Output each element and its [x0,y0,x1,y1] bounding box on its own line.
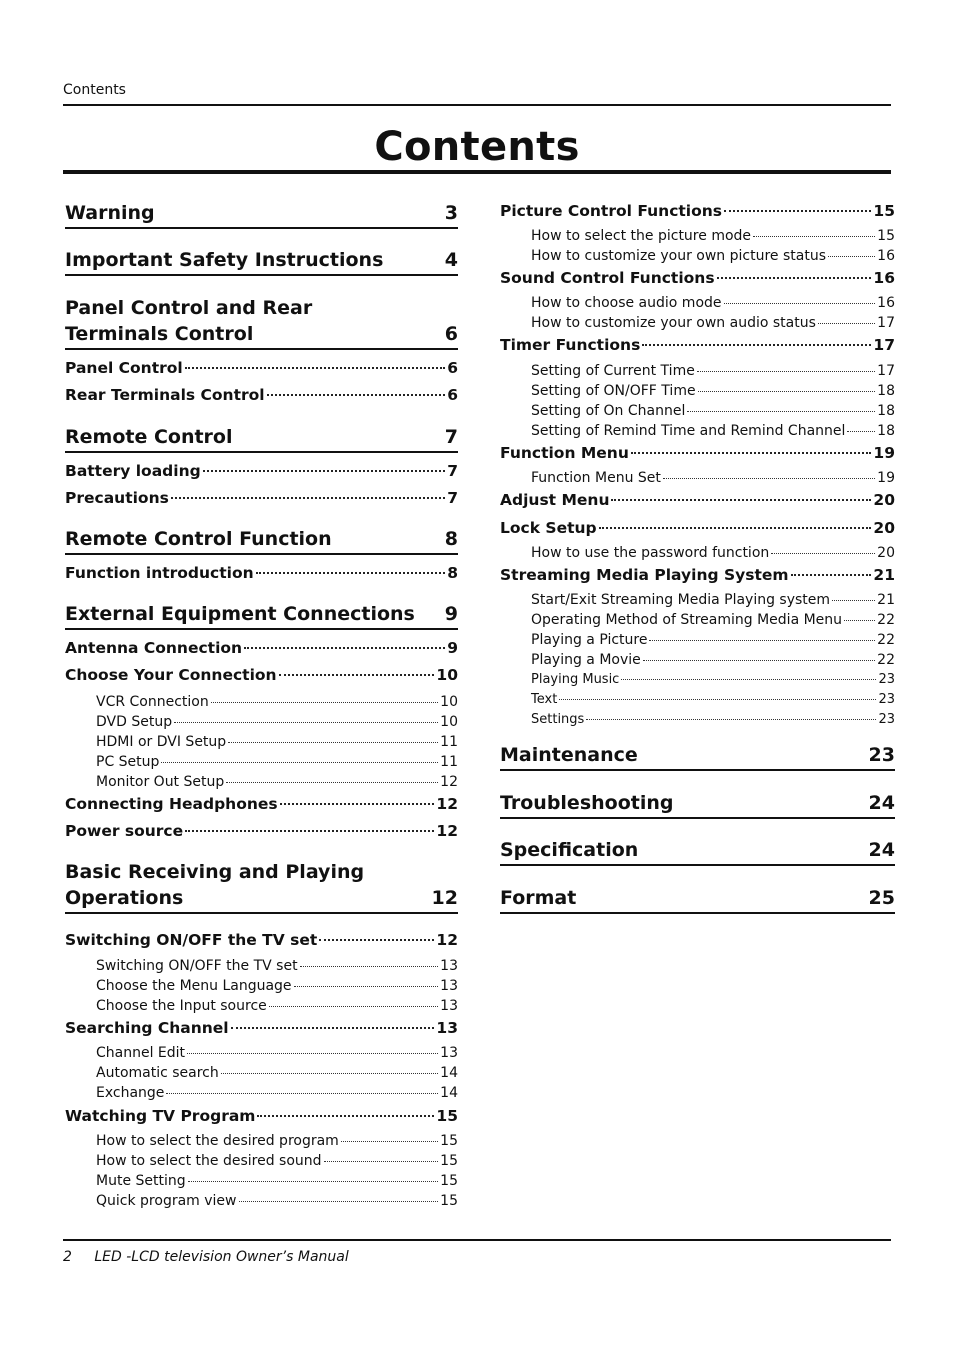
toc-entry[interactable] [500,564,895,586]
toc-subentry[interactable] [531,246,895,266]
entry-label: Watching TV Program [65,1107,256,1125]
toc-subentry[interactable] [531,690,895,710]
dot-leader [753,236,875,237]
dot-leader [649,640,875,641]
subentry-label: How to select the picture mode [531,228,752,244]
subentry-page: 16 [877,295,895,311]
entry-label: Sound Control Functions [500,269,715,287]
subentry-label: Text [531,692,558,707]
toc-subentry[interactable] [96,712,458,732]
dot-leader [621,679,876,680]
dot-leader [185,367,445,369]
subentry-page: 10 [440,694,458,710]
dot-leader [642,344,871,346]
subentry-label: Setting of ON/OFF Time [531,383,696,399]
toc-section[interactable] [65,601,458,630]
dot-leader [239,1201,439,1202]
subentry-label: How to select the desired program [96,1133,339,1149]
dot-leader [791,574,872,576]
subentry-label: Automatic search [96,1065,219,1081]
dot-leader [341,1141,438,1142]
subentry-label: PC Setup [96,754,160,770]
subentry-label: How to customize your own picture status [531,248,826,264]
toc-subentry[interactable] [531,293,895,313]
entry-label: Picture Control Functions [500,202,723,220]
toc-subentry[interactable] [531,630,895,650]
toc-subentry[interactable] [531,313,895,333]
toc-subentry[interactable] [531,421,895,441]
dot-leader [256,572,446,574]
header-rule [63,104,891,106]
toc-subentry[interactable] [531,590,895,610]
section-page: 7 [444,426,458,448]
dot-leader [226,782,438,783]
section-page: 24 [868,792,895,814]
subentry-label: Exchange [96,1085,165,1101]
subentry-page: 23 [878,692,895,707]
section-title: Format [500,887,577,909]
entry-page: 19 [873,444,895,462]
subentry-label: How to choose audio mode [531,295,722,311]
dot-leader [166,1093,438,1094]
section-page: 25 [868,887,895,909]
subentry-label: How to customize your own audio status [531,315,816,331]
dot-leader [269,1006,438,1007]
dot-leader [697,371,875,372]
subentry-page: 23 [878,712,895,727]
dot-leader [221,1073,438,1074]
toc-subentry[interactable] [96,956,458,976]
toc-subentry[interactable] [96,732,458,752]
toc-section[interactable] [65,247,458,276]
toc-section[interactable] [500,837,895,866]
entry-page: 10 [436,666,458,684]
dot-leader [631,452,872,454]
toc-section[interactable] [500,742,895,771]
footer-text: LED -LCD television Owner’s Manual [94,1249,349,1265]
toc-subentry[interactable] [96,692,458,712]
dot-leader [280,803,435,805]
running-head: Contents [63,82,126,98]
subentry-label: VCR Connection [96,694,209,710]
toc-entry[interactable] [65,637,458,659]
subentry-page: 22 [877,652,895,668]
toc-subentry[interactable] [531,710,895,730]
section-title: Troubleshooting [500,792,674,814]
subentry-label: Setting of On Channel [531,403,686,419]
subentry-label: Operating Method of Streaming Media Menu [531,612,843,628]
title-rule [63,170,891,174]
toc-subentry[interactable] [531,468,895,488]
subentry-label: HDMI or DVI Setup [96,734,227,750]
dot-leader [771,553,875,554]
entry-label: Precautions [65,489,169,507]
entry-page: 12 [436,795,458,813]
subentry-page: 18 [877,383,895,399]
dot-leader [244,647,445,649]
subentry-page: 13 [440,958,458,974]
entry-label: Adjust Menu [500,491,610,509]
toc-subentry[interactable] [96,976,458,996]
toc-subentry[interactable] [96,752,458,772]
toc-subentry[interactable] [96,1151,458,1171]
subentry-page: 22 [877,632,895,648]
toc-entry[interactable] [65,357,458,379]
entry-label: Panel Control [65,359,183,377]
entry-label: Function introduction [65,564,254,582]
section-page: 4 [444,249,458,271]
entry-label: Timer Functions [500,336,641,354]
toc-entry[interactable] [500,267,895,289]
toc-entry[interactable] [65,664,458,686]
dot-leader [818,323,875,324]
entry-page: 12 [436,822,458,840]
subentry-label: Switching ON/OFF the TV set [96,958,298,974]
subentry-page: 10 [440,714,458,730]
subentry-page: 16 [877,248,895,264]
toc-entry[interactable] [65,1017,458,1039]
subentry-label: Function Menu Set [531,470,661,486]
section-title: Specification [500,839,639,861]
dot-leader [185,830,434,832]
entry-label: Battery loading [65,462,201,480]
toc-entry[interactable] [65,793,458,815]
dot-leader [300,966,439,967]
dot-leader [319,939,434,941]
dot-leader [187,1053,438,1054]
entry-page: 8 [447,564,458,582]
subentry-label: DVD Setup [96,714,173,730]
section-title: Panel Control and Rear Terminals Control [65,297,313,345]
subentry-label: Mute Setting [96,1173,186,1189]
subentry-page: 17 [877,315,895,331]
toc-entry[interactable] [65,384,458,406]
toc-entry[interactable] [500,489,895,511]
subentry-page: 14 [440,1065,458,1081]
toc-subentry[interactable] [531,670,895,690]
toc-subentry[interactable] [531,401,895,421]
footer [63,1249,349,1265]
subentry-page: 21 [877,592,895,608]
entry-label: Choose Your Connection [65,666,277,684]
toc-entry[interactable] [500,200,895,222]
dot-leader [188,1181,439,1182]
subentry-page: 13 [440,978,458,994]
dot-leader [724,210,871,212]
subentry-label: Monitor Out Setup [96,774,225,790]
toc-subentry[interactable] [531,610,895,630]
dot-leader [211,702,438,703]
toc-subentry[interactable] [96,772,458,792]
section-page: 6 [444,323,458,345]
dot-leader [832,600,875,601]
dot-leader [203,470,445,472]
section-title: Remote Control Function [65,528,332,550]
subentry-label: Choose the Input source [96,998,267,1014]
toc-entry[interactable] [65,820,458,842]
entry-page: 7 [447,462,458,480]
entry-page: 17 [873,336,895,354]
subentry-label: Settings [531,712,585,727]
toc-section[interactable] [65,295,458,350]
subentry-page: 13 [440,1045,458,1061]
subentry-page: 15 [440,1193,458,1209]
subentry-label: Start/Exit Streaming Media Playing system [531,592,831,608]
footer-page-number: 2 [63,1249,72,1265]
section-page: 8 [444,528,458,550]
section-title: Maintenance [500,744,638,766]
subentry-page: 13 [440,998,458,1014]
subentry-label: Playing a Movie [531,652,641,668]
subentry-label: Choose the Menu Language [96,978,292,994]
entry-page: 20 [873,491,895,509]
subentry-page: 11 [440,734,458,750]
section-title: Warning [65,202,155,224]
toc-section[interactable] [500,885,895,914]
entry-page: 9 [447,639,458,657]
entry-page: 21 [873,566,895,584]
toc-subentry[interactable] [96,1063,458,1083]
subentry-label: Quick program view [96,1193,237,1209]
dot-leader [717,277,872,279]
section-title: Important Safety Instructions [65,249,384,271]
subentry-page: 14 [440,1085,458,1101]
dot-leader [724,303,876,304]
entry-label: Searching Channel [65,1019,229,1037]
entry-label: Antenna Connection [65,639,243,657]
dot-leader [698,391,876,392]
subentry-label: Setting of Current Time [531,363,695,379]
toc-entry[interactable] [65,460,458,482]
dot-leader [687,411,875,412]
entry-label: Function Menu [500,444,629,462]
toc-entry[interactable] [500,334,895,356]
dot-leader [324,1161,439,1162]
entry-label: Streaming Media Playing System [500,566,789,584]
subentry-label: How to select the desired sound [96,1153,322,1169]
subentry-label: Setting of Remind Time and Remind Channel [531,423,846,439]
dot-leader [161,762,438,763]
section-page: 9 [444,603,458,625]
dot-leader [663,478,875,479]
entry-page: 16 [873,269,895,287]
toc-subentry[interactable] [96,1171,458,1191]
dot-leader [174,722,438,723]
dot-leader [847,431,875,432]
dot-leader [643,660,875,661]
toc-section[interactable] [65,200,458,229]
section-page: 3 [444,202,458,224]
toc-subentry[interactable] [531,543,895,563]
entry-page: 6 [447,359,458,377]
subentry-page: 22 [877,612,895,628]
toc-subentry[interactable] [96,1131,458,1151]
subentry-page: 17 [877,363,895,379]
section-page: 24 [868,839,895,861]
toc-entry[interactable] [65,1105,458,1127]
subentry-page: 19 [877,470,895,486]
toc-subentry[interactable] [96,1191,458,1211]
entry-label: Power source [65,822,184,840]
toc-entry[interactable] [65,929,458,951]
toc-subentry[interactable] [531,361,895,381]
dot-leader [267,394,446,396]
dot-leader [279,674,435,676]
entry-label: Switching ON/OFF the TV set [65,931,318,949]
toc-section[interactable] [65,859,458,914]
dot-leader [611,499,871,501]
section-title: Basic Receiving and Playing Operations [65,861,365,909]
entry-label: Rear Terminals Control [65,386,265,404]
subentry-label: Playing a Picture [531,632,648,648]
entry-label: Lock Setup [500,519,597,537]
toc-subentry[interactable] [531,650,895,670]
toc-entry[interactable] [65,562,458,584]
toc-entry[interactable] [500,517,895,539]
section-title: External Equipment Connections [65,603,415,625]
subentry-label: Channel Edit [96,1045,186,1061]
toc-subentry[interactable] [531,381,895,401]
entry-page: 12 [436,931,458,949]
subentry-page: 18 [877,403,895,419]
dot-leader [171,497,445,499]
subentry-page: 15 [440,1133,458,1149]
subentry-page: 23 [878,672,895,687]
dot-leader [844,620,875,621]
toc-subentry[interactable] [531,226,895,246]
dot-leader [586,719,876,720]
subentry-page: 15 [440,1173,458,1189]
toc-section[interactable] [500,790,895,819]
toc-subentry[interactable] [96,1083,458,1103]
toc-section[interactable] [65,424,458,453]
entry-page: 15 [436,1107,458,1125]
entry-page: 15 [873,202,895,220]
toc-section[interactable] [65,526,458,555]
section-page: 12 [431,887,458,909]
toc-subentry[interactable] [96,1043,458,1063]
dot-leader [599,527,872,529]
subentry-label: Playing Music [531,672,620,687]
dot-leader [231,1027,435,1029]
footer-rule [63,1239,891,1241]
page-title: Contents [374,124,580,170]
toc-entry[interactable] [500,442,895,464]
subentry-page: 18 [877,423,895,439]
section-title: Remote Control [65,426,233,448]
entry-page: 6 [447,386,458,404]
entry-page: 7 [447,489,458,507]
dot-leader [828,256,875,257]
entry-label: Connecting Headphones [65,795,278,813]
subentry-page: 12 [440,774,458,790]
section-page: 23 [868,744,895,766]
subentry-page: 15 [440,1153,458,1169]
dot-leader [294,986,439,987]
toc-subentry[interactable] [96,996,458,1016]
entry-page: 20 [873,519,895,537]
subentry-page: 11 [440,754,458,770]
dot-leader [228,742,438,743]
subentry-page: 15 [877,228,895,244]
entry-page: 13 [436,1019,458,1037]
dot-leader [559,699,876,700]
subentry-label: How to use the password function [531,545,770,561]
dot-leader [257,1115,434,1117]
toc-entry[interactable] [65,487,458,509]
subentry-page: 20 [877,545,895,561]
